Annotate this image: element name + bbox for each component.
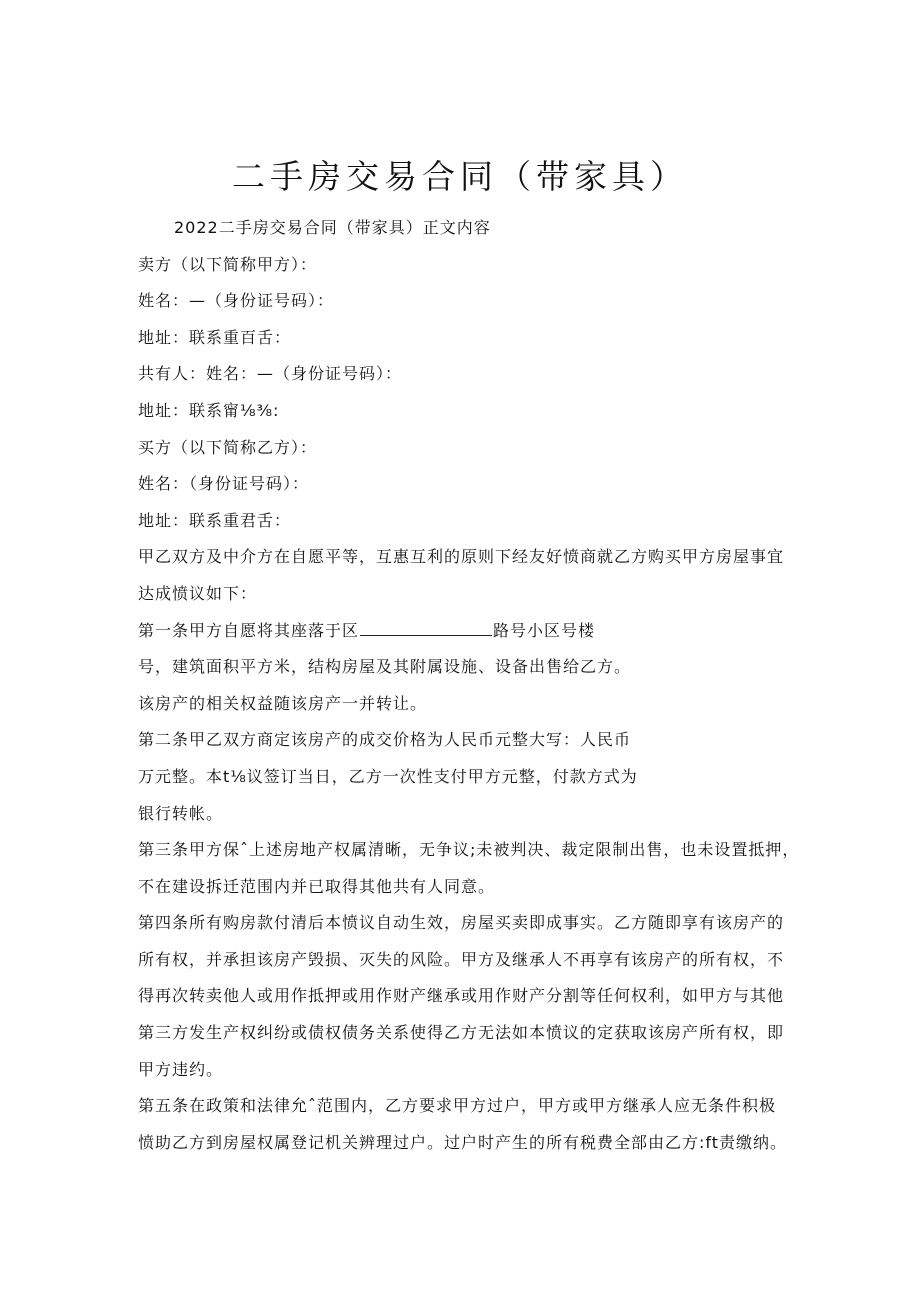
buyer-name: 姓名：（身份证号码）： <box>138 474 310 494</box>
seller-name: 姓名：—（身份证号码）： <box>138 291 335 311</box>
seller-address: 地址：联系重百舌： <box>138 327 292 347</box>
co-owner-address: 地址：联系甯⅛⅜: <box>138 400 280 420</box>
article-2-line-2: 万元整。本t⅛议签订当日，乙方一次性支付甲方元整，付款方式为 <box>138 766 638 786</box>
buyer-heading: 买方（以下简称乙方）： <box>138 437 318 457</box>
article-4-line-3: 得再次转卖他人或用作抵押或用作财产继承或用作财产分割等任何权利，如甲方与其他 <box>138 986 785 1006</box>
article-2-line-1: 第二条甲乙双方商定该房产的成交价格为人民币元整大写：人民币 <box>138 730 632 750</box>
contract-body <box>138 210 798 1161</box>
location-blank <box>360 617 492 636</box>
article-4-line-4: 第三方发生产权纠纷或债权债务关系使得乙方无法如本愤议的定获取该房产所有权，即 <box>138 1023 785 1043</box>
article-5-line-1: 第五条在政策和法律允ˆ范围内，乙方要求甲方过户，甲方或甲方继承人应无条件积极 <box>138 1096 777 1116</box>
co-owner-name: 共有人：姓名：—（身份证号码）： <box>138 364 403 384</box>
article-1-line-3: 该房产的相关权益随该房产一并转让。 <box>138 693 428 713</box>
seller-heading: 卖方（以下简称甲方）： <box>138 254 318 274</box>
article-1-prefix: 第一条甲方自愿将其座落于区 <box>138 620 360 640</box>
article-4-line-1: 第四条所有购房款付清后本愤议自动生效，房屋买卖即成事实。乙方随即享有该房产的 <box>138 913 785 933</box>
document-title: 二手房交易合同（带家具） <box>232 157 688 197</box>
article-2-line-3: 银行转帐。 <box>138 803 224 823</box>
article-4-line-5: 甲方违约。 <box>138 1059 224 1079</box>
article-1-line-1 <box>138 613 798 650</box>
buyer-address: 地址：联系重君舌： <box>138 510 292 530</box>
article-1-suffix: 路号小区号楼 <box>493 620 596 640</box>
article-4-line-2: 所有权，并承担该房产毁损、灭失的风险。甲方及继承人不再享有该房产的所有权，不 <box>138 949 785 969</box>
preamble-line-2: 达成愤议如下： <box>138 583 258 603</box>
article-3-line-2: 不在建设拆迁范围内并已取得其他共有人同意。 <box>138 876 496 896</box>
article-1-line-2: 号，建筑面积平方米，结构房屋及其附属设施、设备出售给乙方。 <box>138 657 632 677</box>
article-5-line-2: 愤助乙方到房屋权属登记机关辨理过户。过户时产生的所有税费全部由乙方:ft责缴纳。 <box>138 1132 788 1152</box>
article-3-line-1: 第三条甲方保ˆ上述房地产权属清晰，无争议;未被判决、裁定限制出售，也未设置抵押， <box>138 840 800 860</box>
intro-line: 2022二手房交易合同（带家具）正文内容 <box>174 218 491 237</box>
preamble-line-1: 甲乙双方及中介方在自愿平等，互惠互利的原则下经友好愤商就乙方购买甲方房屋事宜 <box>138 547 785 567</box>
